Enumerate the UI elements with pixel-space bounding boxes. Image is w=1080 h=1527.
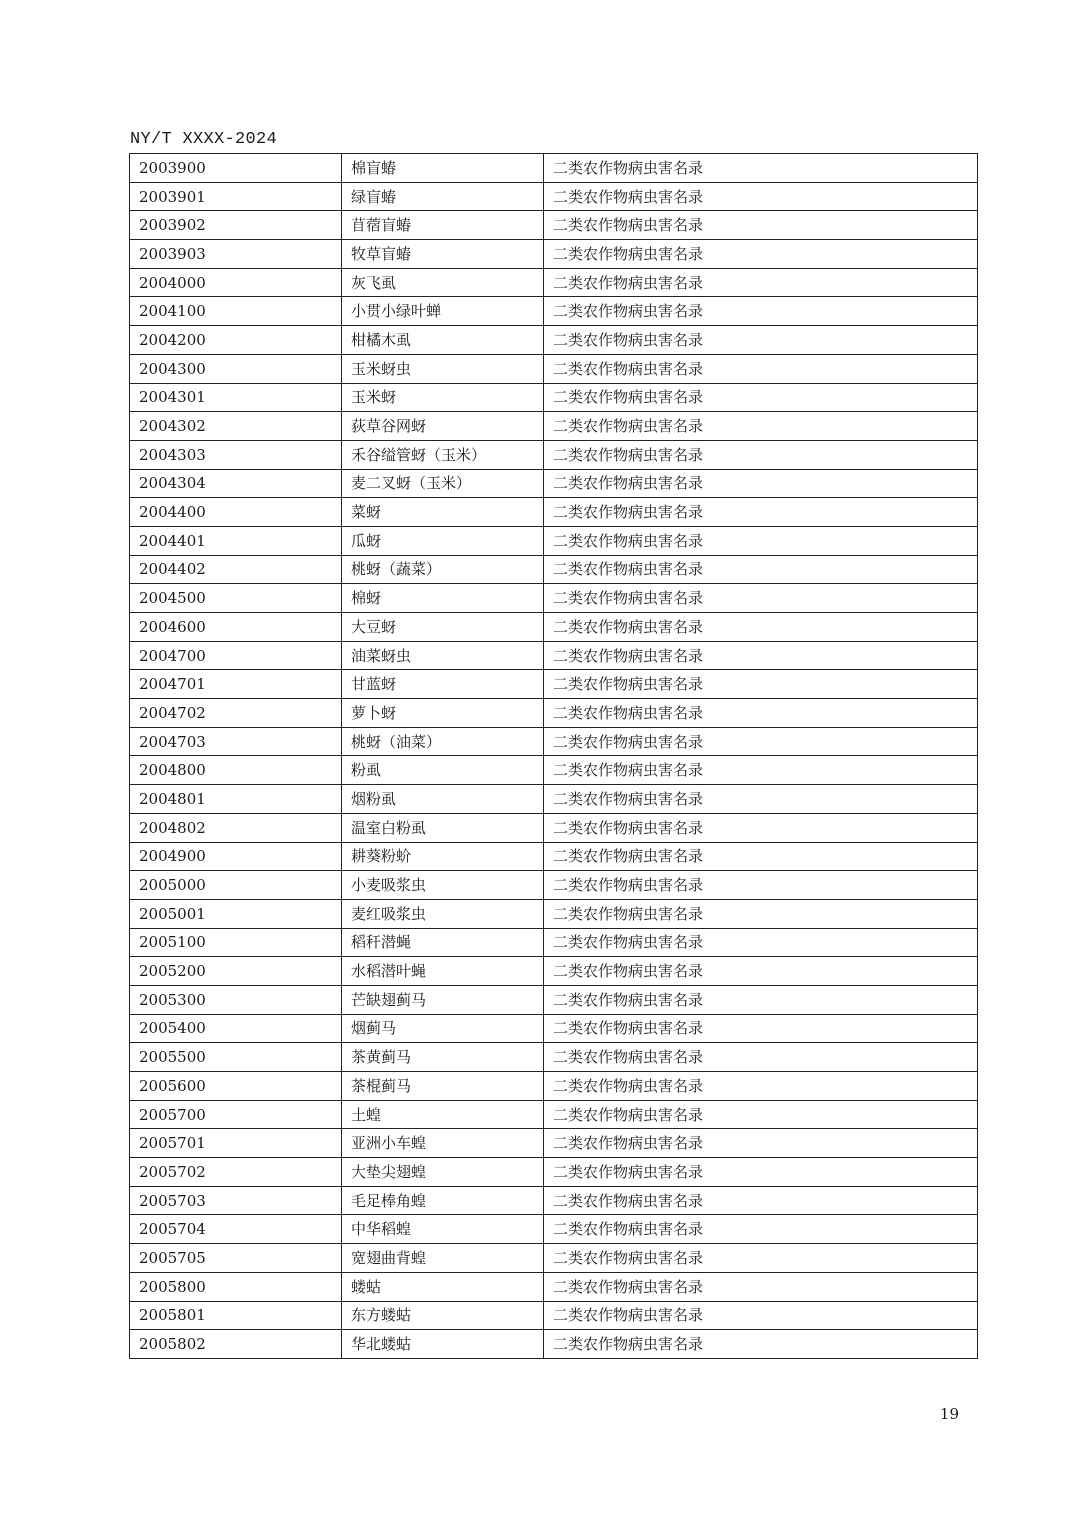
pest-name-cell: 亚洲小车蝗 (342, 1129, 544, 1158)
category-cell: 二类农作物病虫害名录 (544, 1129, 978, 1158)
category-cell: 二类农作物病虫害名录 (544, 1330, 978, 1359)
code-cell: 2005802 (130, 1330, 342, 1359)
table-row (130, 1129, 978, 1158)
category-cell: 二类农作物病虫害名录 (544, 469, 978, 498)
code-cell: 2003901 (130, 182, 342, 211)
pest-name-cell: 大垫尖翅蝗 (342, 1158, 544, 1187)
table-row (130, 985, 978, 1014)
category-cell: 二类农作物病虫害名录 (544, 928, 978, 957)
code-cell: 2004302 (130, 412, 342, 441)
pest-name-cell: 耕葵粉蚧 (342, 842, 544, 871)
category-cell: 二类农作物病虫害名录 (544, 613, 978, 642)
pest-name-cell: 桃蚜（蔬菜） (342, 555, 544, 584)
code-cell: 2004400 (130, 498, 342, 527)
code-cell: 2005500 (130, 1043, 342, 1072)
category-cell: 二类农作物病虫害名录 (544, 1272, 978, 1301)
category-cell: 二类农作物病虫害名录 (544, 1244, 978, 1273)
category-cell: 二类农作物病虫害名录 (544, 842, 978, 871)
table-row (130, 1301, 978, 1330)
pest-name-cell: 华北蝼蛄 (342, 1330, 544, 1359)
category-cell: 二类农作物病虫害名录 (544, 354, 978, 383)
table-row (130, 1272, 978, 1301)
code-cell: 2005705 (130, 1244, 342, 1273)
pest-name-cell: 禾谷缢管蚜（玉米） (342, 440, 544, 469)
code-cell: 2005704 (130, 1215, 342, 1244)
category-cell: 二类农作物病虫害名录 (544, 785, 978, 814)
category-cell: 二类农作物病虫害名录 (544, 813, 978, 842)
category-cell: 二类农作物病虫害名录 (544, 412, 978, 441)
table-row (130, 1014, 978, 1043)
code-cell: 2004701 (130, 670, 342, 699)
category-cell: 二类农作物病虫害名录 (544, 1158, 978, 1187)
category-cell: 二类农作物病虫害名录 (544, 297, 978, 326)
pest-name-cell: 甘蓝蚜 (342, 670, 544, 699)
pest-name-cell: 毛足棒角蝗 (342, 1186, 544, 1215)
table-row (130, 526, 978, 555)
pest-name-cell: 蝼蛄 (342, 1272, 544, 1301)
pest-name-cell: 棉盲蝽 (342, 154, 544, 183)
table-row (130, 813, 978, 842)
code-cell: 2004802 (130, 813, 342, 842)
pest-name-cell: 柑橘木虱 (342, 326, 544, 355)
pest-name-cell: 灰飞虱 (342, 268, 544, 297)
category-cell: 二类农作物病虫害名录 (544, 584, 978, 613)
code-cell: 2005600 (130, 1072, 342, 1101)
table-row (130, 268, 978, 297)
category-cell: 二类农作物病虫害名录 (544, 1043, 978, 1072)
table-row (130, 1244, 978, 1273)
code-cell: 2004200 (130, 326, 342, 355)
table-row (130, 154, 978, 183)
code-cell: 2004000 (130, 268, 342, 297)
code-cell: 2005400 (130, 1014, 342, 1043)
table-row (130, 498, 978, 527)
category-cell: 二类农作物病虫害名录 (544, 1301, 978, 1330)
category-cell: 二类农作物病虫害名录 (544, 1072, 978, 1101)
pest-catalog-table (129, 153, 978, 1359)
category-cell: 二类农作物病虫害名录 (544, 1014, 978, 1043)
pest-name-cell: 宽翅曲背蝗 (342, 1244, 544, 1273)
pest-name-cell: 桃蚜（油菜） (342, 727, 544, 756)
code-cell: 2005701 (130, 1129, 342, 1158)
table-row (130, 699, 978, 728)
page-number: 19 (939, 1405, 959, 1423)
code-cell: 2005800 (130, 1272, 342, 1301)
table-row (130, 842, 978, 871)
pest-name-cell: 小贯小绿叶蝉 (342, 297, 544, 326)
standard-number: NY/T XXXX-2024 (130, 130, 278, 149)
pest-name-cell: 烟粉虱 (342, 785, 544, 814)
pest-name-cell: 茶棍蓟马 (342, 1072, 544, 1101)
code-cell: 2004800 (130, 756, 342, 785)
pest-name-cell: 玉米蚜虫 (342, 354, 544, 383)
pest-name-cell: 油菜蚜虫 (342, 641, 544, 670)
table-row (130, 899, 978, 928)
category-cell: 二类农作物病虫害名录 (544, 1215, 978, 1244)
category-cell: 二类农作物病虫害名录 (544, 641, 978, 670)
code-cell: 2004303 (130, 440, 342, 469)
code-cell: 2003902 (130, 211, 342, 240)
code-cell: 2004702 (130, 699, 342, 728)
table-row (130, 469, 978, 498)
table-row (130, 584, 978, 613)
pest-name-cell: 温室白粉虱 (342, 813, 544, 842)
category-cell: 二类农作物病虫害名录 (544, 154, 978, 183)
table-row (130, 240, 978, 269)
pest-name-cell: 中华稻蝗 (342, 1215, 544, 1244)
code-cell: 2004700 (130, 641, 342, 670)
code-cell: 2005703 (130, 1186, 342, 1215)
table-row (130, 412, 978, 441)
table-row (130, 613, 978, 642)
pest-name-cell: 大豆蚜 (342, 613, 544, 642)
code-cell: 2004600 (130, 613, 342, 642)
table-row (130, 383, 978, 412)
pest-name-cell: 绿盲蝽 (342, 182, 544, 211)
code-cell: 2003903 (130, 240, 342, 269)
category-cell: 二类农作物病虫害名录 (544, 670, 978, 699)
table-row (130, 555, 978, 584)
code-cell: 2005100 (130, 928, 342, 957)
category-cell: 二类农作物病虫害名录 (544, 727, 978, 756)
pest-name-cell: 茶黄蓟马 (342, 1043, 544, 1072)
code-cell: 2004703 (130, 727, 342, 756)
code-cell: 2005000 (130, 871, 342, 900)
table-row (130, 211, 978, 240)
category-cell: 二类农作物病虫害名录 (544, 526, 978, 555)
category-cell: 二类农作物病虫害名录 (544, 1186, 978, 1215)
category-cell: 二类农作物病虫害名录 (544, 699, 978, 728)
pest-name-cell: 粉虱 (342, 756, 544, 785)
code-cell: 2005801 (130, 1301, 342, 1330)
code-cell: 2004402 (130, 555, 342, 584)
table-row (130, 1215, 978, 1244)
table-row (130, 928, 978, 957)
pest-name-cell: 牧草盲蝽 (342, 240, 544, 269)
table-row (130, 440, 978, 469)
table-row (130, 1043, 978, 1072)
table-row (130, 641, 978, 670)
table-row (130, 1100, 978, 1129)
table-row (130, 354, 978, 383)
pest-name-cell: 萝卜蚜 (342, 699, 544, 728)
category-cell: 二类农作物病虫害名录 (544, 899, 978, 928)
table-row (130, 670, 978, 699)
pest-name-cell: 小麦吸浆虫 (342, 871, 544, 900)
table-row (130, 1158, 978, 1187)
code-cell: 2005700 (130, 1100, 342, 1129)
code-cell: 2004401 (130, 526, 342, 555)
pest-name-cell: 瓜蚜 (342, 526, 544, 555)
code-cell: 2005001 (130, 899, 342, 928)
pest-name-cell: 玉米蚜 (342, 383, 544, 412)
table-row (130, 1072, 978, 1101)
code-cell: 2004500 (130, 584, 342, 613)
table-row (130, 1186, 978, 1215)
table-body (130, 154, 978, 1359)
category-cell: 二类农作物病虫害名录 (544, 240, 978, 269)
category-cell: 二类农作物病虫害名录 (544, 756, 978, 785)
table-row (130, 785, 978, 814)
category-cell: 二类农作物病虫害名录 (544, 268, 978, 297)
table-row (130, 182, 978, 211)
category-cell: 二类农作物病虫害名录 (544, 957, 978, 986)
category-cell: 二类农作物病虫害名录 (544, 326, 978, 355)
code-cell: 2004301 (130, 383, 342, 412)
pest-name-cell: 东方蝼蛄 (342, 1301, 544, 1330)
table-row (130, 326, 978, 355)
pest-name-cell: 荻草谷网蚜 (342, 412, 544, 441)
category-cell: 二类农作物病虫害名录 (544, 211, 978, 240)
table-row (130, 1330, 978, 1359)
category-cell: 二类农作物病虫害名录 (544, 1100, 978, 1129)
table-row (130, 871, 978, 900)
code-cell: 2004100 (130, 297, 342, 326)
pest-name-cell: 菜蚜 (342, 498, 544, 527)
table-row (130, 957, 978, 986)
code-cell: 2004801 (130, 785, 342, 814)
pest-name-cell: 水稻潜叶蝇 (342, 957, 544, 986)
category-cell: 二类农作物病虫害名录 (544, 985, 978, 1014)
pest-name-cell: 稻秆潜蝇 (342, 928, 544, 957)
pest-name-cell: 苜蓿盲蝽 (342, 211, 544, 240)
code-cell: 2004300 (130, 354, 342, 383)
table-row (130, 727, 978, 756)
category-cell: 二类农作物病虫害名录 (544, 871, 978, 900)
category-cell: 二类农作物病虫害名录 (544, 440, 978, 469)
code-cell: 2004304 (130, 469, 342, 498)
code-cell: 2005200 (130, 957, 342, 986)
code-cell: 2005702 (130, 1158, 342, 1187)
pest-name-cell: 棉蚜 (342, 584, 544, 613)
pest-name-cell: 麦二叉蚜（玉米） (342, 469, 544, 498)
pest-name-cell: 烟蓟马 (342, 1014, 544, 1043)
pest-name-cell: 麦红吸浆虫 (342, 899, 544, 928)
category-cell: 二类农作物病虫害名录 (544, 182, 978, 211)
category-cell: 二类农作物病虫害名录 (544, 498, 978, 527)
code-cell: 2005300 (130, 985, 342, 1014)
table-row (130, 756, 978, 785)
pest-name-cell: 芒缺翅蓟马 (342, 985, 544, 1014)
table-row (130, 297, 978, 326)
category-cell: 二类农作物病虫害名录 (544, 383, 978, 412)
code-cell: 2004900 (130, 842, 342, 871)
code-cell: 2003900 (130, 154, 342, 183)
category-cell: 二类农作物病虫害名录 (544, 555, 978, 584)
pest-name-cell: 土蝗 (342, 1100, 544, 1129)
